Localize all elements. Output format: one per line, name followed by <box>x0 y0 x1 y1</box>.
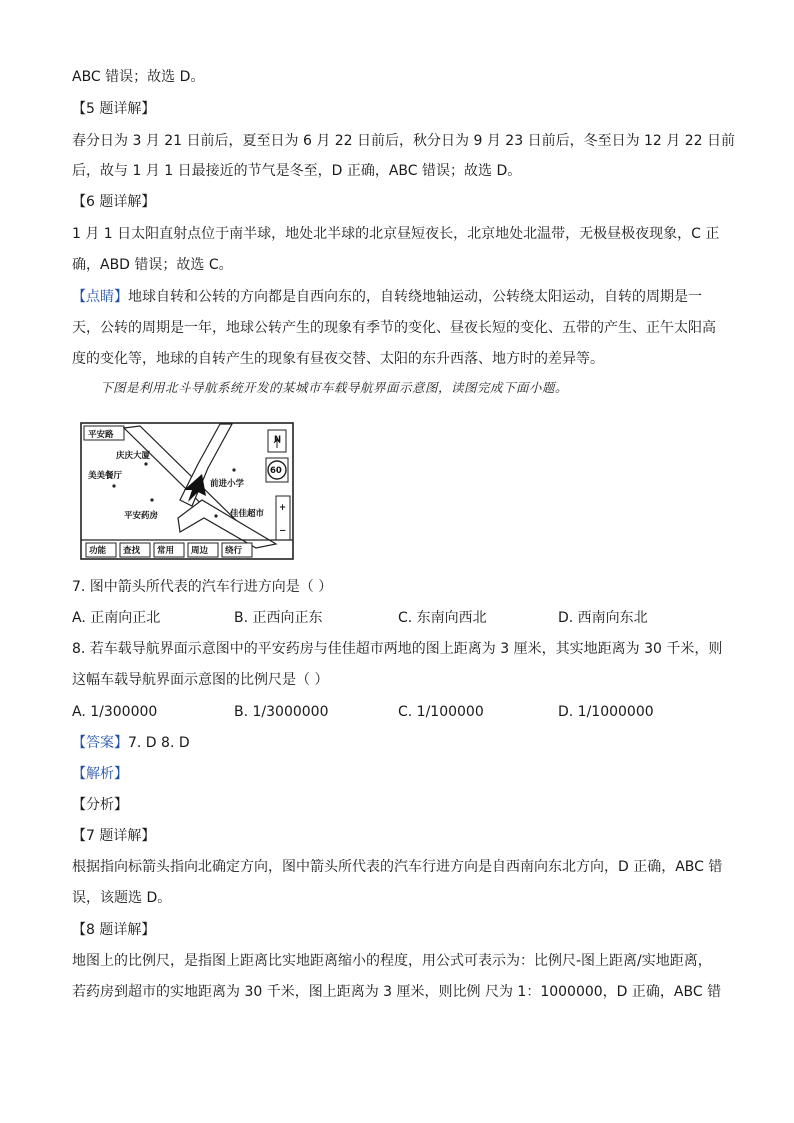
place-jiajia: 佳佳超市 <box>230 509 265 519</box>
text-line: 春分日为 3 月 21 日前后，夏至日为 6 月 22 日前后，秋分日为 9 月 23 日前后，冬至日为 12 月 22 日前 <box>72 133 735 149</box>
text-line: 天，公转的周期是一年，地球公转产生的现象有季节的变化、昼夜长短的变化、五带的产生、正午太阳高 <box>72 320 716 336</box>
q7-option-b: B. 正西向正东 <box>234 610 323 626</box>
text-line: 根据指向标箭头指向北确定方向，图中箭头所代表的汽车行进方向是自西南向东北方向，D 正确，ABC 错 <box>72 859 723 875</box>
dianjing-text: 地球自转和公转的方向都是自西向东的，自转绕地轴运动，公转绕太阳运动，自转的周期是一 <box>128 289 702 305</box>
place-meimei: 美美餐厅 <box>88 471 123 481</box>
section-heading-7: 【7 题详解】 <box>72 828 156 844</box>
q7-option-c: C. 东南向西北 <box>398 610 487 626</box>
dot-pingan <box>150 498 153 501</box>
jiexi-heading: 【解析】 <box>72 766 128 782</box>
text-line: ABC 错误；故选 D。 <box>72 69 205 85</box>
dianjing-label: 【点睛】 <box>72 289 128 305</box>
section-heading-8: 【8 题详解】 <box>72 922 156 938</box>
q7-option-a: A. 正南向正北 <box>72 610 161 626</box>
dot-qianjin <box>232 468 235 471</box>
fenxi-heading: 【分析】 <box>72 797 128 813</box>
dot-jiajia <box>214 514 217 517</box>
speed-label: 60 <box>270 466 282 476</box>
text-line: 1 月 1 日太阳直射点位于南半球，地处北半球的北京昼短夜长，北京地处北温带，无极昼极夜现象，C 正 <box>72 226 720 242</box>
q7-stem: 7. 图中箭头所代表的汽车行进方向是（ ） <box>72 579 333 595</box>
navigation-map-figure <box>80 422 294 560</box>
btn-label-1: 查找 <box>123 546 141 556</box>
zoom-in-label: + <box>279 503 287 513</box>
road-label: 平安路 <box>88 430 114 440</box>
dot-meimei <box>112 484 115 487</box>
dianjing-line <box>72 287 732 307</box>
place-qingqing: 庆庆大厦 <box>116 451 151 461</box>
btn-label-0: 功能 <box>89 546 107 556</box>
btn-label-4: 绕行 <box>225 546 243 556</box>
text-line: 确，ABD 错误；故选 C。 <box>72 257 233 273</box>
q8-stem-line1: 8. 若车载导航界面示意图中的平安药房与佳佳超市两地的图上距离为 3 厘米，其实地距离为 30 千米，则 <box>72 641 723 657</box>
place-pingan: 平安药房 <box>124 511 159 521</box>
q8-option-d: D. 1/1000000 <box>558 704 654 720</box>
section-heading-6: 【6 题详解】 <box>72 194 156 210</box>
figure-intro: 下图是利用北斗导航系统开发的某城市车载导航界面示意图，读图完成下面小题。 <box>100 380 569 395</box>
answer-line <box>72 733 732 753</box>
btn-label-3: 周边 <box>191 546 209 556</box>
q7-option-d: D. 西南向东北 <box>558 610 648 626</box>
answer-label: 【答案】 <box>72 735 128 751</box>
text-line: 度的变化等，地球的自转产生的现象有昼夜交替、太阳的东升西落、地方时的差异等。 <box>72 351 604 367</box>
btn-label-2: 常用 <box>157 546 175 556</box>
text-line: 后，故与 1 月 1 日最接近的节气是冬至，D 正确，ABC 错误；故选 D。 <box>72 163 522 179</box>
answer-text: 7. D 8. D <box>128 735 190 751</box>
q8-option-c: C. 1/100000 <box>398 704 484 720</box>
zoom-out-label: − <box>279 526 287 536</box>
q8-option-b: B. 1/3000000 <box>234 704 329 720</box>
q8-option-a: A. 1/300000 <box>72 704 158 720</box>
navigation-map-svg <box>80 422 294 560</box>
text-line: 误，该题选 D。 <box>72 890 172 906</box>
dot-qingqing <box>144 462 147 465</box>
text-line: 若药房到超市的实地距离为 30 千米，图上距离为 3 厘米，则比例 尺为 1：1000000，D 正确，ABC 错 <box>72 984 722 1000</box>
section-heading-5: 【5 题详解】 <box>72 101 156 117</box>
north-label: N <box>274 435 282 445</box>
q8-stem-line2: 这幅车载导航界面示意图的比例尺是（ ） <box>72 672 329 688</box>
place-qianjin: 前进小学 <box>210 479 245 489</box>
text-line: 地图上的比例尺，是指图上距离比实地距离缩小的程度，用公式可表示为：比例尺-图上距离/实地距离， <box>72 953 712 969</box>
